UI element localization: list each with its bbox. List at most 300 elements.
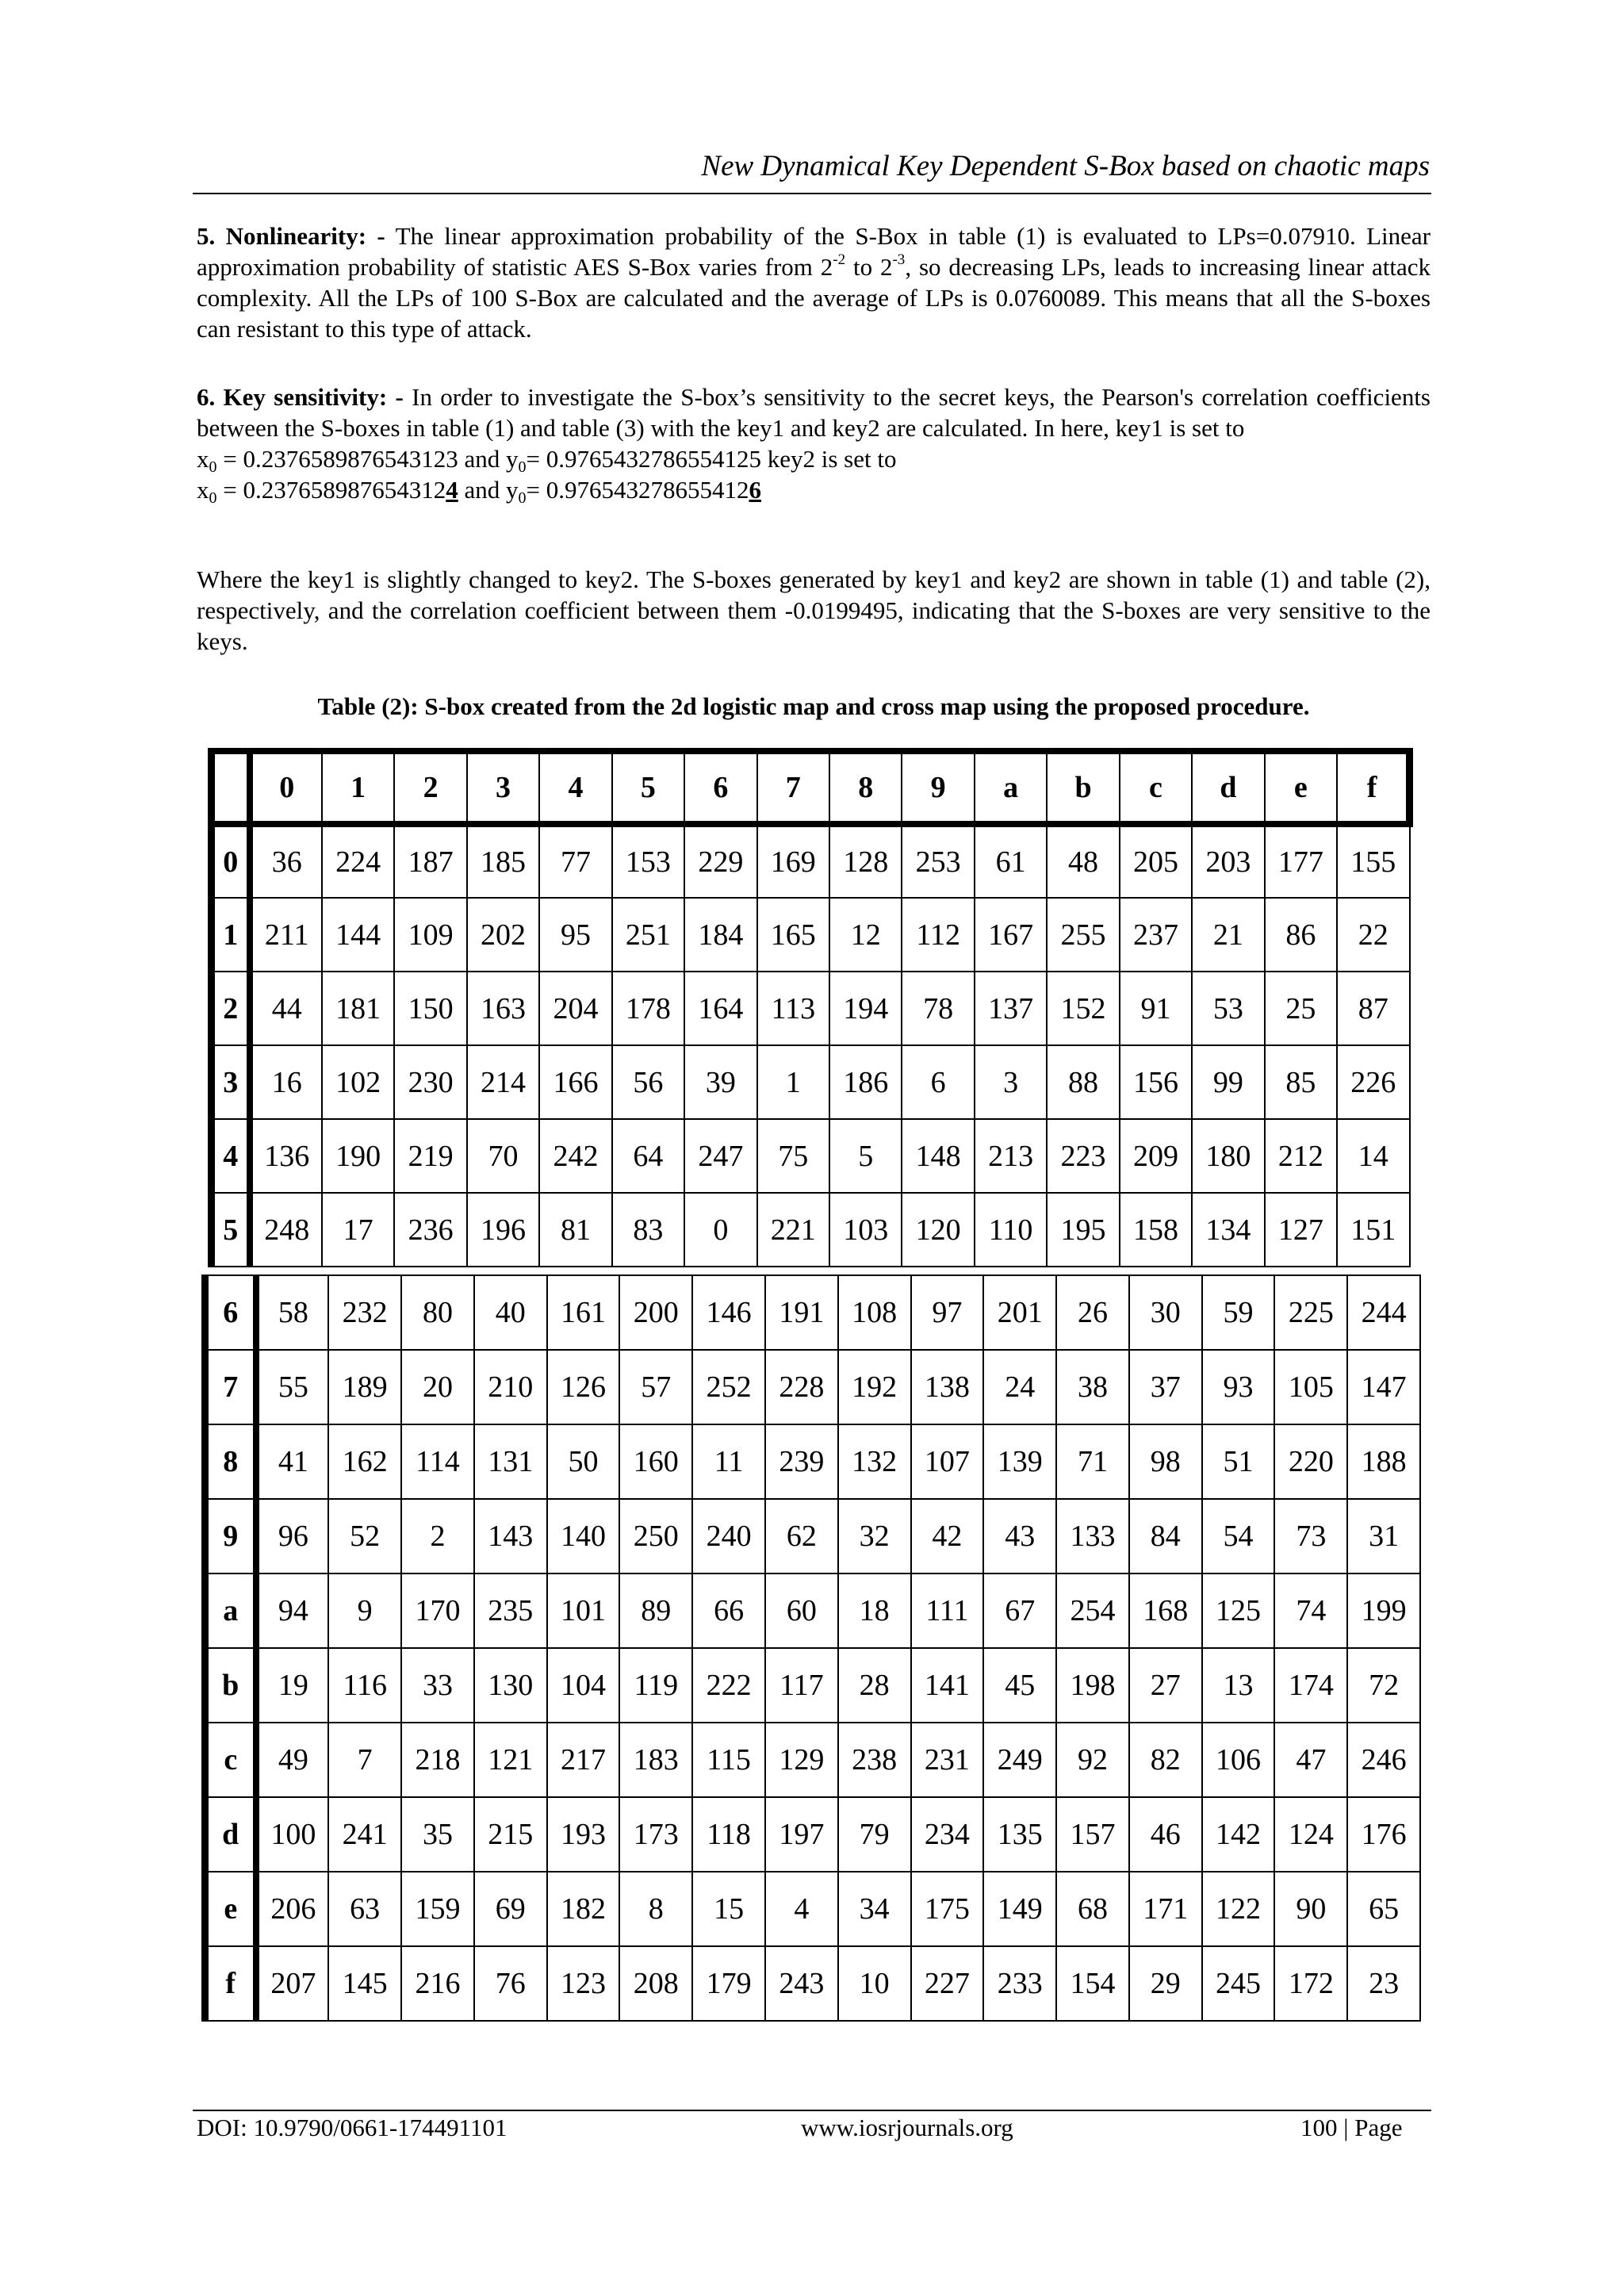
sbox-cell: 154 bbox=[1056, 1946, 1129, 2021]
sbox-cell: 89 bbox=[619, 1573, 692, 1648]
nonlinearity-heading: 5. Nonlinearity: - bbox=[197, 222, 385, 250]
nonlinearity-text-1: The linear approximation probability of the S-Box in table (1) is evaluated to LPs=0.07910. Linear approximation probability of statistic AES S-Box varies from 2 bbox=[197, 222, 1431, 281]
sbox-cell: 49 bbox=[256, 1723, 329, 1797]
sbox-cell: 19 bbox=[256, 1648, 329, 1723]
table-row bbox=[205, 1424, 1421, 1499]
sbox-cell: 179 bbox=[692, 1946, 765, 2021]
row-header: 5 bbox=[212, 1193, 250, 1267]
sbox-cell: 226 bbox=[1337, 1045, 1409, 1119]
sbox-cell: 181 bbox=[322, 972, 394, 1045]
sbox-cell: 105 bbox=[1274, 1350, 1347, 1424]
sbox-cell: 151 bbox=[1337, 1193, 1409, 1267]
sbox-cell: 68 bbox=[1056, 1872, 1129, 1946]
sbox-cell: 210 bbox=[474, 1350, 547, 1424]
row-header: 0 bbox=[212, 824, 250, 898]
sbox-cell: 231 bbox=[911, 1723, 984, 1797]
sbox-table-rows-0-5 bbox=[208, 748, 1413, 1267]
sbox-cell: 218 bbox=[401, 1723, 474, 1797]
sbox-cell: 52 bbox=[328, 1499, 401, 1573]
sbox-cell: 35 bbox=[401, 1797, 474, 1872]
sbox-cell: 116 bbox=[328, 1648, 401, 1723]
sbox-cell: 76 bbox=[474, 1946, 547, 2021]
running-header: New Dynamical Key Dependent S-Box based on chaotic maps bbox=[701, 150, 1430, 182]
footer-doi: DOI: 10.9790/0661-174491101 bbox=[197, 2114, 508, 2141]
footer-page: 100 | Page bbox=[1300, 2114, 1403, 2141]
row-header: 4 bbox=[212, 1119, 250, 1193]
sbox-cell: 115 bbox=[692, 1723, 765, 1797]
sbox-cell: 80 bbox=[401, 1275, 474, 1350]
sbox-cell: 236 bbox=[394, 1193, 466, 1267]
sbox-cell: 9 bbox=[328, 1573, 401, 1648]
sbox-cell: 194 bbox=[829, 972, 902, 1045]
sbox-cell: 45 bbox=[983, 1648, 1056, 1723]
sbox-cell: 123 bbox=[547, 1946, 620, 2021]
column-header: c bbox=[1120, 751, 1192, 824]
sbox-cell: 55 bbox=[256, 1350, 329, 1424]
sbox-cell: 122 bbox=[1202, 1872, 1275, 1946]
sbox-cell: 70 bbox=[467, 1119, 539, 1193]
sbox-cell: 141 bbox=[911, 1648, 984, 1723]
sbox-cell: 114 bbox=[401, 1424, 474, 1499]
sbox-cell: 168 bbox=[1129, 1573, 1202, 1648]
sbox-cell: 29 bbox=[1129, 1946, 1202, 2021]
sbox-cell: 235 bbox=[474, 1573, 547, 1648]
sbox-cell: 241 bbox=[328, 1797, 401, 1872]
sbox-cell: 63 bbox=[328, 1872, 401, 1946]
sbox-cell: 183 bbox=[619, 1723, 692, 1797]
sbox-cell: 158 bbox=[1120, 1193, 1192, 1267]
sbox-cell: 57 bbox=[619, 1350, 692, 1424]
sbox-cell: 31 bbox=[1347, 1499, 1420, 1573]
sbox-cell: 120 bbox=[902, 1193, 974, 1267]
column-header: f bbox=[1337, 751, 1409, 824]
column-header: 0 bbox=[250, 751, 322, 824]
sbox-cell: 23 bbox=[1347, 1946, 1420, 2021]
sbox-cell: 156 bbox=[1120, 1045, 1192, 1119]
column-header: 5 bbox=[612, 751, 684, 824]
sbox-cell: 217 bbox=[547, 1723, 620, 1797]
sbox-cell: 85 bbox=[1265, 1045, 1337, 1119]
sbox-cell: 135 bbox=[983, 1797, 1056, 1872]
sbox-cell: 117 bbox=[765, 1648, 838, 1723]
sbox-cell: 244 bbox=[1347, 1275, 1420, 1350]
sbox-cell: 233 bbox=[983, 1946, 1056, 2021]
sbox-cell: 169 bbox=[757, 824, 829, 898]
sbox-cell: 250 bbox=[619, 1499, 692, 1573]
sbox-cell: 227 bbox=[911, 1946, 984, 2021]
table-corner-cell bbox=[212, 751, 250, 824]
sbox-cell: 96 bbox=[256, 1499, 329, 1573]
sbox-cell: 155 bbox=[1337, 824, 1409, 898]
sbox-cell: 87 bbox=[1337, 972, 1409, 1045]
row-header: 3 bbox=[212, 1045, 250, 1119]
sbox-cell: 192 bbox=[838, 1350, 911, 1424]
sbox-cell: 121 bbox=[474, 1723, 547, 1797]
sbox-cell: 48 bbox=[1047, 824, 1119, 898]
sbox-cell: 104 bbox=[547, 1648, 620, 1723]
sbox-cell: 137 bbox=[975, 972, 1047, 1045]
column-header: 1 bbox=[322, 751, 394, 824]
column-header: 9 bbox=[902, 751, 974, 824]
sbox-cell: 56 bbox=[612, 1045, 684, 1119]
nonlinearity-text-3: , so decreasing LPs, leads to increasing linear attack complexity. All the LPs of 100 S-Box are calculated and the average of LPs is 0.0760089. This means that all the S-boxes can resistant to this type of attack. bbox=[197, 253, 1431, 343]
sbox-cell: 131 bbox=[474, 1424, 547, 1499]
sbox-cell: 191 bbox=[765, 1275, 838, 1350]
sbox-cell: 47 bbox=[1274, 1723, 1347, 1797]
sbox-cell: 133 bbox=[1056, 1499, 1129, 1573]
sbox-cell: 34 bbox=[838, 1872, 911, 1946]
sbox-cell: 119 bbox=[619, 1648, 692, 1723]
sbox-cell: 136 bbox=[250, 1119, 322, 1193]
column-header: a bbox=[975, 751, 1047, 824]
sbox-cell: 143 bbox=[474, 1499, 547, 1573]
sbox-cell: 208 bbox=[619, 1946, 692, 2021]
row-header: 6 bbox=[205, 1275, 256, 1350]
sbox-cell: 195 bbox=[1047, 1193, 1119, 1267]
sbox-cell: 224 bbox=[322, 824, 394, 898]
sbox-cell: 109 bbox=[394, 898, 466, 972]
column-header: 4 bbox=[539, 751, 611, 824]
sbox-cell: 253 bbox=[902, 824, 974, 898]
sbox-cell: 239 bbox=[765, 1424, 838, 1499]
sbox-cell: 43 bbox=[983, 1499, 1056, 1573]
sbox-cell: 106 bbox=[1202, 1723, 1275, 1797]
sbox-cell: 94 bbox=[256, 1573, 329, 1648]
sbox-cell: 112 bbox=[902, 898, 974, 972]
sbox-cell: 153 bbox=[612, 824, 684, 898]
sbox-cell: 79 bbox=[838, 1797, 911, 1872]
sbox-cell: 92 bbox=[1056, 1723, 1129, 1797]
row-header: 7 bbox=[205, 1350, 256, 1424]
sbox-cell: 157 bbox=[1056, 1797, 1129, 1872]
sbox-cell: 173 bbox=[619, 1797, 692, 1872]
sbox-cell: 5 bbox=[829, 1119, 902, 1193]
sbox-cell: 129 bbox=[765, 1723, 838, 1797]
sbox-cell: 12 bbox=[829, 898, 902, 972]
column-header: 3 bbox=[467, 751, 539, 824]
sbox-cell: 103 bbox=[829, 1193, 902, 1267]
sbox-cell: 1 bbox=[757, 1045, 829, 1119]
sbox-cell: 142 bbox=[1202, 1797, 1275, 1872]
sbox-cell: 110 bbox=[975, 1193, 1047, 1267]
sbox-cell: 203 bbox=[1192, 824, 1264, 898]
column-header: 6 bbox=[684, 751, 756, 824]
sbox-cell: 54 bbox=[1202, 1499, 1275, 1573]
sbox-cell: 21 bbox=[1192, 898, 1264, 972]
sbox-cell: 6 bbox=[902, 1045, 974, 1119]
sbox-cell: 247 bbox=[684, 1119, 756, 1193]
sbox-cell: 200 bbox=[619, 1275, 692, 1350]
sbox-cell: 164 bbox=[684, 972, 756, 1045]
sbox-cell: 186 bbox=[829, 1045, 902, 1119]
sbox-cell: 219 bbox=[394, 1119, 466, 1193]
sbox-cell: 25 bbox=[1265, 972, 1337, 1045]
sbox-cell: 177 bbox=[1265, 824, 1337, 898]
sbox-cell: 127 bbox=[1265, 1193, 1337, 1267]
sbox-cell: 24 bbox=[983, 1350, 1056, 1424]
paragraph-where: Where the key1 is slightly changed to key2. The S-boxes generated by key1 and key2 are shown in table (1) and table (2), respectively, and the correlation coefficient between them -0.0199495, indicating that the S-boxes are very sensitive to the keys. bbox=[197, 565, 1431, 655]
sbox-cell: 229 bbox=[684, 824, 756, 898]
key-sensitivity-heading: 6. Key sensitivity: - bbox=[197, 383, 404, 411]
footer-site: www.iosrjournals.org bbox=[801, 2114, 1013, 2141]
sbox-cell: 59 bbox=[1202, 1275, 1275, 1350]
sbox-cell: 237 bbox=[1120, 898, 1192, 972]
sbox-cell: 214 bbox=[467, 1045, 539, 1119]
footer-rule bbox=[193, 2110, 1431, 2111]
sbox-cell: 67 bbox=[983, 1573, 1056, 1648]
sbox-cell: 102 bbox=[322, 1045, 394, 1119]
sbox-cell: 190 bbox=[322, 1119, 394, 1193]
key1-values-line: $x_0 = 0.2376589876543123$ and $y_0= 0.9765432786554125$ key2 is set to bbox=[197, 445, 897, 476]
sbox-cell: 2 bbox=[401, 1499, 474, 1573]
sbox-cell: 40 bbox=[474, 1275, 547, 1350]
sbox-cell: 28 bbox=[838, 1648, 911, 1723]
sbox-cell: 222 bbox=[692, 1648, 765, 1723]
column-header: e bbox=[1265, 751, 1337, 824]
sbox-cell: 161 bbox=[547, 1275, 620, 1350]
sbox-cell: 215 bbox=[474, 1797, 547, 1872]
sbox-cell: 90 bbox=[1274, 1872, 1347, 1946]
sbox-cell: 83 bbox=[612, 1193, 684, 1267]
table-row bbox=[205, 1797, 1421, 1872]
sbox-cell: 144 bbox=[322, 898, 394, 972]
sbox-cell: 74 bbox=[1274, 1573, 1347, 1648]
sbox-cell: 7 bbox=[328, 1723, 401, 1797]
sbox-cell: 185 bbox=[467, 824, 539, 898]
sbox-cell: 26 bbox=[1056, 1275, 1129, 1350]
sbox-cell: 251 bbox=[612, 898, 684, 972]
sbox-cell: 72 bbox=[1347, 1648, 1420, 1723]
sbox-cell: 93 bbox=[1202, 1350, 1275, 1424]
sbox-cell: 150 bbox=[394, 972, 466, 1045]
sbox-cell: 204 bbox=[539, 972, 611, 1045]
sbox-cell: 4 bbox=[765, 1872, 838, 1946]
nonlinearity-text-2: to 2 bbox=[845, 253, 893, 281]
sbox-cell: 32 bbox=[838, 1499, 911, 1573]
sbox-cell: 255 bbox=[1047, 898, 1119, 972]
sbox-cell: 232 bbox=[328, 1275, 401, 1350]
sbox-cell: 100 bbox=[256, 1797, 329, 1872]
sbox-cell: 221 bbox=[757, 1193, 829, 1267]
sbox-cell: 209 bbox=[1120, 1119, 1192, 1193]
sbox-cell: 139 bbox=[983, 1424, 1056, 1499]
sbox-cell: 46 bbox=[1129, 1797, 1202, 1872]
sbox-cell: 125 bbox=[1202, 1573, 1275, 1648]
sbox-cell: 249 bbox=[983, 1723, 1056, 1797]
sbox-cell: 30 bbox=[1129, 1275, 1202, 1350]
sbox-cell: 86 bbox=[1265, 898, 1337, 972]
sbox-cell: 107 bbox=[911, 1424, 984, 1499]
sbox-cell: 97 bbox=[911, 1275, 984, 1350]
column-header: 8 bbox=[829, 751, 902, 824]
sbox-cell: 171 bbox=[1129, 1872, 1202, 1946]
sbox-cell: 225 bbox=[1274, 1275, 1347, 1350]
nonlinearity-exponent-1: -2 bbox=[833, 251, 846, 268]
sbox-cell: 13 bbox=[1202, 1648, 1275, 1723]
sbox-cell: 81 bbox=[539, 1193, 611, 1267]
sbox-cell: 216 bbox=[401, 1946, 474, 2021]
table-row bbox=[205, 1648, 1421, 1723]
sbox-cell: 234 bbox=[911, 1797, 984, 1872]
sbox-cell: 91 bbox=[1120, 972, 1192, 1045]
sbox-cell: 62 bbox=[765, 1499, 838, 1573]
row-header: d bbox=[205, 1797, 256, 1872]
sbox-cell: 160 bbox=[619, 1424, 692, 1499]
sbox-cell: 223 bbox=[1047, 1119, 1119, 1193]
table-row bbox=[205, 1573, 1421, 1648]
sbox-cell: 252 bbox=[692, 1350, 765, 1424]
table-row bbox=[212, 972, 1410, 1045]
sbox-cell: 22 bbox=[1337, 898, 1409, 972]
table-row bbox=[205, 1723, 1421, 1797]
sbox-cell: 213 bbox=[975, 1119, 1047, 1193]
sbox-cell: 16 bbox=[250, 1045, 322, 1119]
sbox-cell: 228 bbox=[765, 1350, 838, 1424]
sbox-cell: 163 bbox=[467, 972, 539, 1045]
sbox-cell: 78 bbox=[902, 972, 974, 1045]
sbox-cell: 44 bbox=[250, 972, 322, 1045]
sbox-cell: 182 bbox=[547, 1872, 620, 1946]
sbox-cell: 202 bbox=[467, 898, 539, 972]
row-header: c bbox=[205, 1723, 256, 1797]
sbox-cell: 75 bbox=[757, 1119, 829, 1193]
sbox-cell: 246 bbox=[1347, 1723, 1420, 1797]
key2-values-line: $x_0 = 0.2376589876543124$ and $y_0= 0.9765432786554126$ bbox=[197, 476, 761, 507]
sbox-cell: 187 bbox=[394, 824, 466, 898]
sbox-cell: 172 bbox=[1274, 1946, 1347, 2021]
table-row bbox=[212, 824, 1410, 898]
section-nonlinearity bbox=[197, 220, 1431, 344]
sbox-table-rows-6-f bbox=[201, 1274, 1421, 2022]
row-header: a bbox=[205, 1573, 256, 1648]
sbox-cell: 165 bbox=[757, 898, 829, 972]
sbox-cell: 128 bbox=[829, 824, 902, 898]
sbox-cell: 58 bbox=[256, 1275, 329, 1350]
row-header: 9 bbox=[205, 1499, 256, 1573]
sbox-cell: 33 bbox=[401, 1648, 474, 1723]
sbox-cell: 50 bbox=[547, 1424, 620, 1499]
sbox-cell: 8 bbox=[619, 1872, 692, 1946]
sbox-cell: 10 bbox=[838, 1946, 911, 2021]
sbox-cell: 254 bbox=[1056, 1573, 1129, 1648]
table-row bbox=[205, 1275, 1421, 1350]
sbox-cell: 108 bbox=[838, 1275, 911, 1350]
sbox-cell: 243 bbox=[765, 1946, 838, 2021]
sbox-cell: 145 bbox=[328, 1946, 401, 2021]
sbox-cell: 207 bbox=[256, 1946, 329, 2021]
row-header: 2 bbox=[212, 972, 250, 1045]
row-header: f bbox=[205, 1946, 256, 2021]
sbox-cell: 113 bbox=[757, 972, 829, 1045]
column-header: b bbox=[1047, 751, 1119, 824]
sbox-cell: 206 bbox=[256, 1872, 329, 1946]
sbox-cell: 130 bbox=[474, 1648, 547, 1723]
sbox-cell: 166 bbox=[539, 1045, 611, 1119]
section-key-sensitivity bbox=[197, 381, 1431, 505]
sbox-cell: 197 bbox=[765, 1797, 838, 1872]
sbox-cell: 175 bbox=[911, 1872, 984, 1946]
sbox-cell: 69 bbox=[474, 1872, 547, 1946]
sbox-cell: 36 bbox=[250, 824, 322, 898]
row-header: e bbox=[205, 1872, 256, 1946]
column-header: 2 bbox=[394, 751, 466, 824]
sbox-cell: 118 bbox=[692, 1797, 765, 1872]
sbox-cell: 174 bbox=[1274, 1648, 1347, 1723]
sbox-cell: 101 bbox=[547, 1573, 620, 1648]
sbox-cell: 199 bbox=[1347, 1573, 1420, 1648]
sbox-cell: 20 bbox=[401, 1350, 474, 1424]
sbox-cell: 149 bbox=[983, 1872, 1056, 1946]
sbox-cell: 201 bbox=[983, 1275, 1056, 1350]
sbox-cell: 205 bbox=[1120, 824, 1192, 898]
column-header: 7 bbox=[757, 751, 829, 824]
table-row bbox=[212, 1119, 1410, 1193]
column-header: d bbox=[1192, 751, 1264, 824]
sbox-cell: 18 bbox=[838, 1573, 911, 1648]
sbox-cell: 189 bbox=[328, 1350, 401, 1424]
sbox-cell: 242 bbox=[539, 1119, 611, 1193]
table-caption: Table (2): S-box created from the 2d logistic map and cross map using the proposed procedure. bbox=[317, 692, 1310, 720]
table-row bbox=[205, 1350, 1421, 1424]
sbox-cell: 148 bbox=[902, 1119, 974, 1193]
row-header: b bbox=[205, 1648, 256, 1723]
nonlinearity-exponent-2: -3 bbox=[892, 251, 906, 268]
sbox-cell: 184 bbox=[684, 898, 756, 972]
sbox-cell: 167 bbox=[975, 898, 1047, 972]
sbox-cell: 51 bbox=[1202, 1424, 1275, 1499]
sbox-cell: 170 bbox=[401, 1573, 474, 1648]
sbox-cell: 138 bbox=[911, 1350, 984, 1424]
table-row bbox=[212, 1045, 1410, 1119]
sbox-cell: 159 bbox=[401, 1872, 474, 1946]
sbox-cell: 245 bbox=[1202, 1946, 1275, 2021]
sbox-cell: 248 bbox=[250, 1193, 322, 1267]
sbox-cell: 211 bbox=[250, 898, 322, 972]
sbox-cell: 140 bbox=[547, 1499, 620, 1573]
table-row bbox=[212, 1193, 1410, 1267]
sbox-cell: 38 bbox=[1056, 1350, 1129, 1424]
sbox-cell: 146 bbox=[692, 1275, 765, 1350]
sbox-cell: 84 bbox=[1129, 1499, 1202, 1573]
key-sensitivity-text: In order to investigate the S-box’s sensitivity to the secret keys, the Pearson's correlation coefficients between the S-boxes in table (1) and table (3) with the key1 and key2 are calculated. In here, key1 is set to bbox=[197, 383, 1431, 442]
row-header: 1 bbox=[212, 898, 250, 972]
sbox-cell: 42 bbox=[911, 1499, 984, 1573]
sbox-cell: 37 bbox=[1129, 1350, 1202, 1424]
table-row bbox=[205, 1872, 1421, 1946]
sbox-cell: 88 bbox=[1047, 1045, 1119, 1119]
sbox-cell: 99 bbox=[1192, 1045, 1264, 1119]
sbox-cell: 126 bbox=[547, 1350, 620, 1424]
sbox-cell: 147 bbox=[1347, 1350, 1420, 1424]
sbox-cell: 60 bbox=[765, 1573, 838, 1648]
sbox-cell: 238 bbox=[838, 1723, 911, 1797]
sbox-cell: 180 bbox=[1192, 1119, 1264, 1193]
sbox-cell: 196 bbox=[467, 1193, 539, 1267]
sbox-cell: 66 bbox=[692, 1573, 765, 1648]
sbox-cell: 61 bbox=[975, 824, 1047, 898]
sbox-cell: 176 bbox=[1347, 1797, 1420, 1872]
sbox-cell: 14 bbox=[1337, 1119, 1409, 1193]
sbox-cell: 65 bbox=[1347, 1872, 1420, 1946]
sbox-cell: 111 bbox=[911, 1573, 984, 1648]
sbox-cell: 134 bbox=[1192, 1193, 1264, 1267]
sbox-cell: 178 bbox=[612, 972, 684, 1045]
sbox-cell: 73 bbox=[1274, 1499, 1347, 1573]
table-row bbox=[212, 898, 1410, 972]
sbox-cell: 230 bbox=[394, 1045, 466, 1119]
sbox-cell: 11 bbox=[692, 1424, 765, 1499]
sbox-cell: 77 bbox=[539, 824, 611, 898]
